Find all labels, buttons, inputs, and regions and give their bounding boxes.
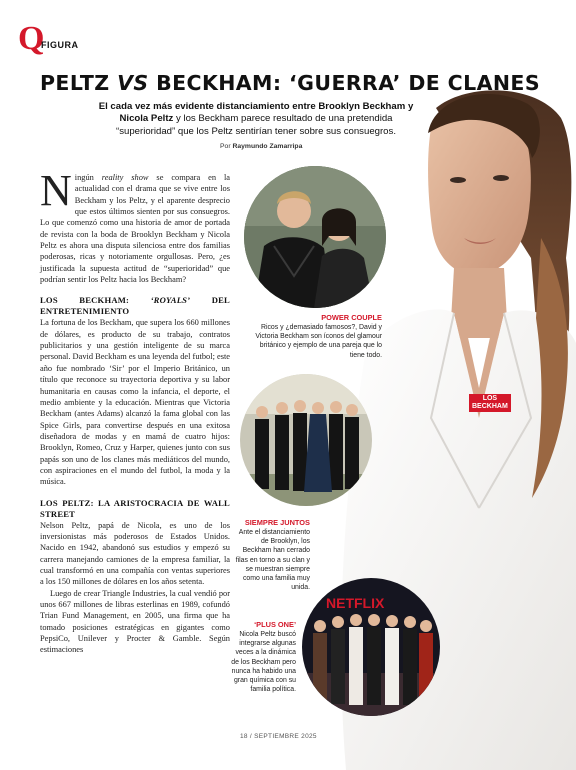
intro-text: se compara en la actualidad con el drama que se vive entre los Beckham y los Peltz, y el aparente desprecio que estos últimos sienten por sus consuegros. Lo que comenzó como una historia de amor de portada de revista con la boda de Brooklyn Beckham y Nicola Peltz es ahora una disputa silenciosa entre dos familias poderosas, ricas y notoriamente orgullosas. Pero, ¿es justificada la supuesta actitud de “superioridad” que podrían sentir los Peltz hacia los Beckham? <box>40 173 230 285</box>
intro-lead: ingún <box>74 173 102 182</box>
badge-line1: LOS <box>482 395 498 402</box>
intro-em: reality show <box>101 173 149 182</box>
badge-line2: BECKHAM <box>472 403 508 410</box>
caption-1-body: Ricos y ¿demasiado famosos?, David y Victoria Beckham son íconos del glamour británico y ejemplo de una pareja que lo tiene todo. <box>255 324 382 359</box>
photo-power-couple-art <box>244 166 386 308</box>
headline <box>40 71 540 95</box>
caption-2-title: SIEMPRE JUNTOS <box>244 518 310 527</box>
dropcap: N <box>40 166 72 215</box>
section-label: FIGURA <box>41 40 79 50</box>
caption-1-title: POWER COUPLE <box>321 313 382 322</box>
section2-title: LOS PELTZ: LA ARISTOCRACIA DE WALL STREET <box>40 497 230 519</box>
section1-title-b: DEL ENTRETENIMIENTO <box>40 295 230 317</box>
section1-body: La fortuna de los Beckham, que supera los 660 millones de dólares, es producto de su trabajo, contratos publicitarios y una gestión inteligente de su marca personal. David Beckham es una leyenda del futbol; este año fue nombrado ‘Sir’ por el Imperio Británico, un título que reconoce su trayectoria deportiva y su labor humanitaria en causas como la infancia, el deporte, el medio ambiente y la educación. Mientras que Victoria Beckham (antes Adams) alcanzó la fama global con las Spice Girls, para convertirse después en una exitosa diseñadora de modas y en mamá de cuatro hijos: Brooklyn, Romeo, Cruz y Harper, quienes junto con sus papás son uno de los clanes más mediáticos del mundo, con aspiraciones en el mundo del futbol, la moda y la música. <box>40 318 231 487</box>
photo-siempre-juntos-art <box>240 374 372 506</box>
caption-3-title: ‘PLUS ONE’ <box>254 620 296 629</box>
headline-vs: VS <box>117 71 149 95</box>
headline-part2: BECKHAM: ‘GUERRA’ DE CLANES <box>148 71 540 95</box>
section1-title <box>40 295 230 317</box>
intro-paragraph <box>40 166 230 285</box>
caption-2-body: Ante el distanciamiento de Brooklyn, los Beckham han cerrado filas en torno a su clan y se muestran siempre como una familia muy unida. <box>235 529 310 592</box>
section1-title-a: LOS BECKHAM: <box>40 295 151 306</box>
dek-bold: El cada vez más evidente distanciamiento entre Brooklyn Beckham y Nicola Peltz <box>98 101 414 125</box>
page-footer: 18 / SEPTIEMBRE 2025 <box>240 733 317 740</box>
byline <box>220 143 302 150</box>
body-column <box>40 166 231 656</box>
badge-los-beckham <box>469 394 511 412</box>
dek-rest: y los Beckham parece resultado de una pretendida “superioridad” que los Peltz sentirían tener sobre sus consuegros. <box>116 113 396 137</box>
netflix-sign: NETFLIX <box>326 595 385 611</box>
photo-plus-one <box>302 578 440 716</box>
photo-power-couple <box>244 166 386 308</box>
photo-plus-one-art <box>302 578 440 716</box>
section2-body2: Luego de crear Triangle Industries, la cual vendió por unos 667 millones de libras esterlinas en 1989, cofundó Trian Fund Management, en 2005, una firma que ha tomado posiciones estratégicas en gigantes como PepsiCo, Unilever y Procter & Gamble. Según estimaciones <box>40 588 230 655</box>
brand-logo: Q <box>18 20 45 57</box>
section1-title-em: ‘ROYALS’ <box>150 295 191 306</box>
section2-body1: Nelson Peltz, papá de Nicola, es uno de los inversionistas más poderosos de Estados Unidos. Nacido en 1942, abandonó sus estudios y empezó su carrera manejando camiones de la empresa familiar, la cual transformó en una compañía con ventas superiores a los 150 millones de dólares en los años setenta. <box>40 520 230 587</box>
headline-part1: PELTZ <box>40 71 118 95</box>
byline-prefix: Por <box>220 143 233 150</box>
photo-siempre-juntos <box>240 374 372 506</box>
dek <box>96 101 416 138</box>
byline-author: Raymundo Zamarripa <box>232 143 303 150</box>
caption-3-body: Nicola Peltz buscó integrarse algunas veces a la dinámica de los Beckham pero nunca ha habido una gran química con su familia política. <box>231 631 296 694</box>
